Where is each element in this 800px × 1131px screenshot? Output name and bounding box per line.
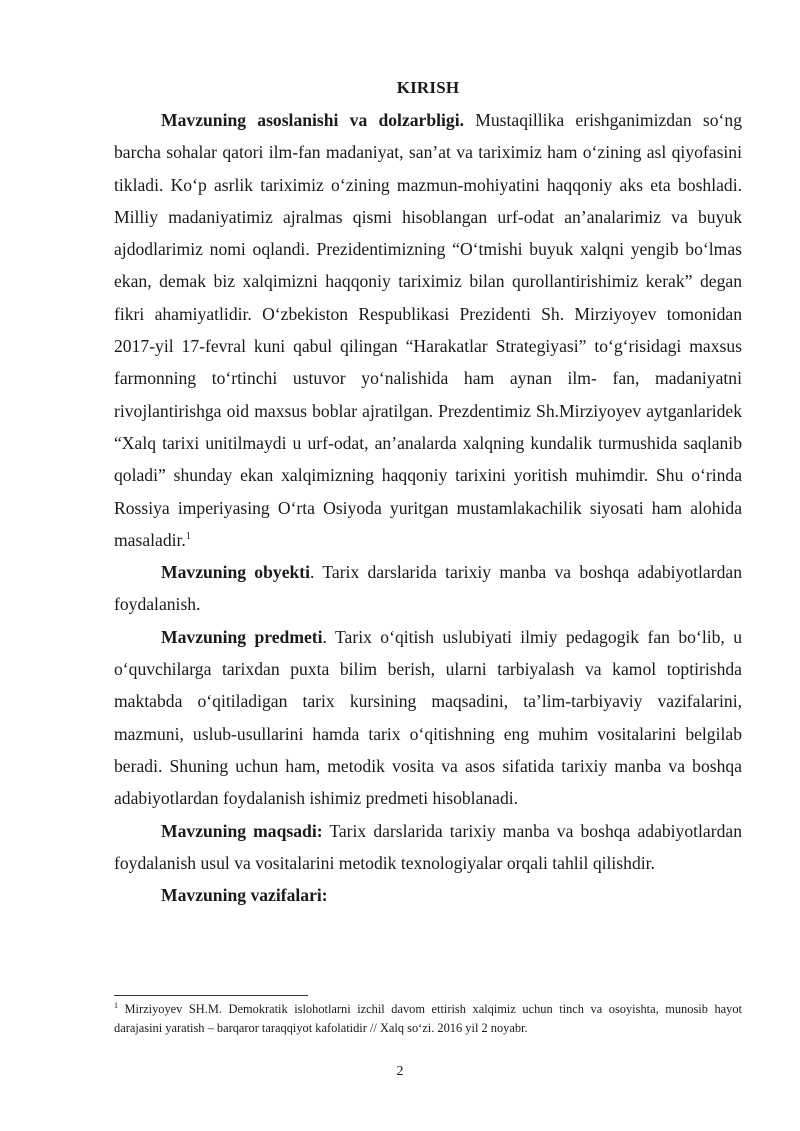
page-number: 2 — [396, 1064, 404, 1079]
paragraph-goal — [114, 815, 742, 880]
paragraph-lead: Mavzuning predmeti — [161, 626, 323, 647]
paragraph-text: . Tarix o‘qitish uslubiyati ilmiy pedagogik fan bo‘lib, u o‘quvchilarga tarixdan puxta bilim berish, ularni tarbiyalash va kamol toptirishda maktabda o‘qitiladigan tarix kursining maqsadini, ta’lim-tarbiyaviy vazifalarini, mazmuni, uslub-usullarini hamda tarix o‘qitishning eng muhim vositalarini belgilab beradi. Shuning uchun ham, metodik vosita va asos sifatida tarixiy manba va boshqa adabiyotlardan foydalanish ishimiz predmeti hisoblanadi. — [114, 626, 743, 809]
paragraph-lead: Mavzuning vazifalari: — [161, 885, 328, 906]
paragraph-text: Mustaqillika erishganimizdan so‘ng barcha sohalar qatori ilm-fan madaniyat, san’at va tariximiz ham o‘zining asl qiyofasini tikladi. Ko‘p asrlik tariximiz o‘zining mazmun-mohiyatini haqqoniy aks eta boshladi. Milliy madaniyatimiz ajralmas qismi hisoblangan urf-odat an’analarimiz va buyuk ajdodlarimiz nomi oqlandi. Prezidentimizning “O‘tmishi buyuk xalqni yengib bo‘lmas ekan, demak biz xalqimizni haqqoniy tariximiz bilan qurollantirishimiz kerak” degan fikri ahamiyatlidir. O‘zbekiston Respublikasi Prezidenti Sh. Mirziyoyev tomonidan 2017-yil 17-fevral kuni qabul qilingan “Harakatlar Strategiyasi” to‘g‘risidagi maxsus farmonning to‘rtinchi ustuvor yo‘nalishida ham aynan ilm- fan, madaniyatni rivojlantirishga oid maxsus boblar ajratilgan. Prezdentimiz Sh.Mirziyoyev aytganlaridek “Xalq tarixi unitilmaydi u urf-odat, an’analarda xalqning kundalik turmushida saqlanib qoladi” shunday ekan xalqimizning haqqoniy tarixini yoritish muhimdir. Shu o‘rinda Rossiya imperiyasing O‘rta Osiyoda yuritgan mustamlakachilik siyosati ham alohida masaladir. — [114, 110, 742, 550]
paragraph-subject — [114, 621, 742, 815]
paragraph-text: Tarix darslarida tarixiy manba va boshqa adabiyotlardan foydalanish usul va vositalarini metodik texnologiyalar orqali tahlil qilishdir. — [114, 820, 742, 873]
paragraph-lead: Mavzuning maqsadi: — [161, 820, 323, 841]
footnote-divider — [114, 995, 308, 996]
paragraph-lead: Mavzuning asoslanishi va dolzarbligi. — [161, 110, 465, 130]
page-body — [114, 72, 742, 911]
paragraph-relevance — [114, 104, 742, 556]
paragraph-lead: Mavzuning obyekti — [161, 562, 311, 583]
footnote — [114, 1000, 742, 1038]
footnote-reference[interactable]: 1 — [185, 531, 191, 542]
paragraph-object — [114, 556, 742, 621]
footnote-text: Mirziyoyev SH.M. Demokratik islohotlarni izchil davom ettirish xalqimiz uchun tinch va osoyishta, munosib hayot darajasini yaratish – barqaror taraqqiyot kafolatidir // Xalq so‘zi. 2016 yil 2 noyabr. — [114, 1002, 742, 1035]
paragraph-tasks — [114, 879, 742, 911]
page-title: KIRISH — [396, 78, 460, 97]
footnote-marker: 1 — [114, 1000, 118, 1010]
paragraph-text: . Tarix darslarida tarixiy manba va boshqa adabiyotlardan foydalanish. — [114, 562, 742, 615]
